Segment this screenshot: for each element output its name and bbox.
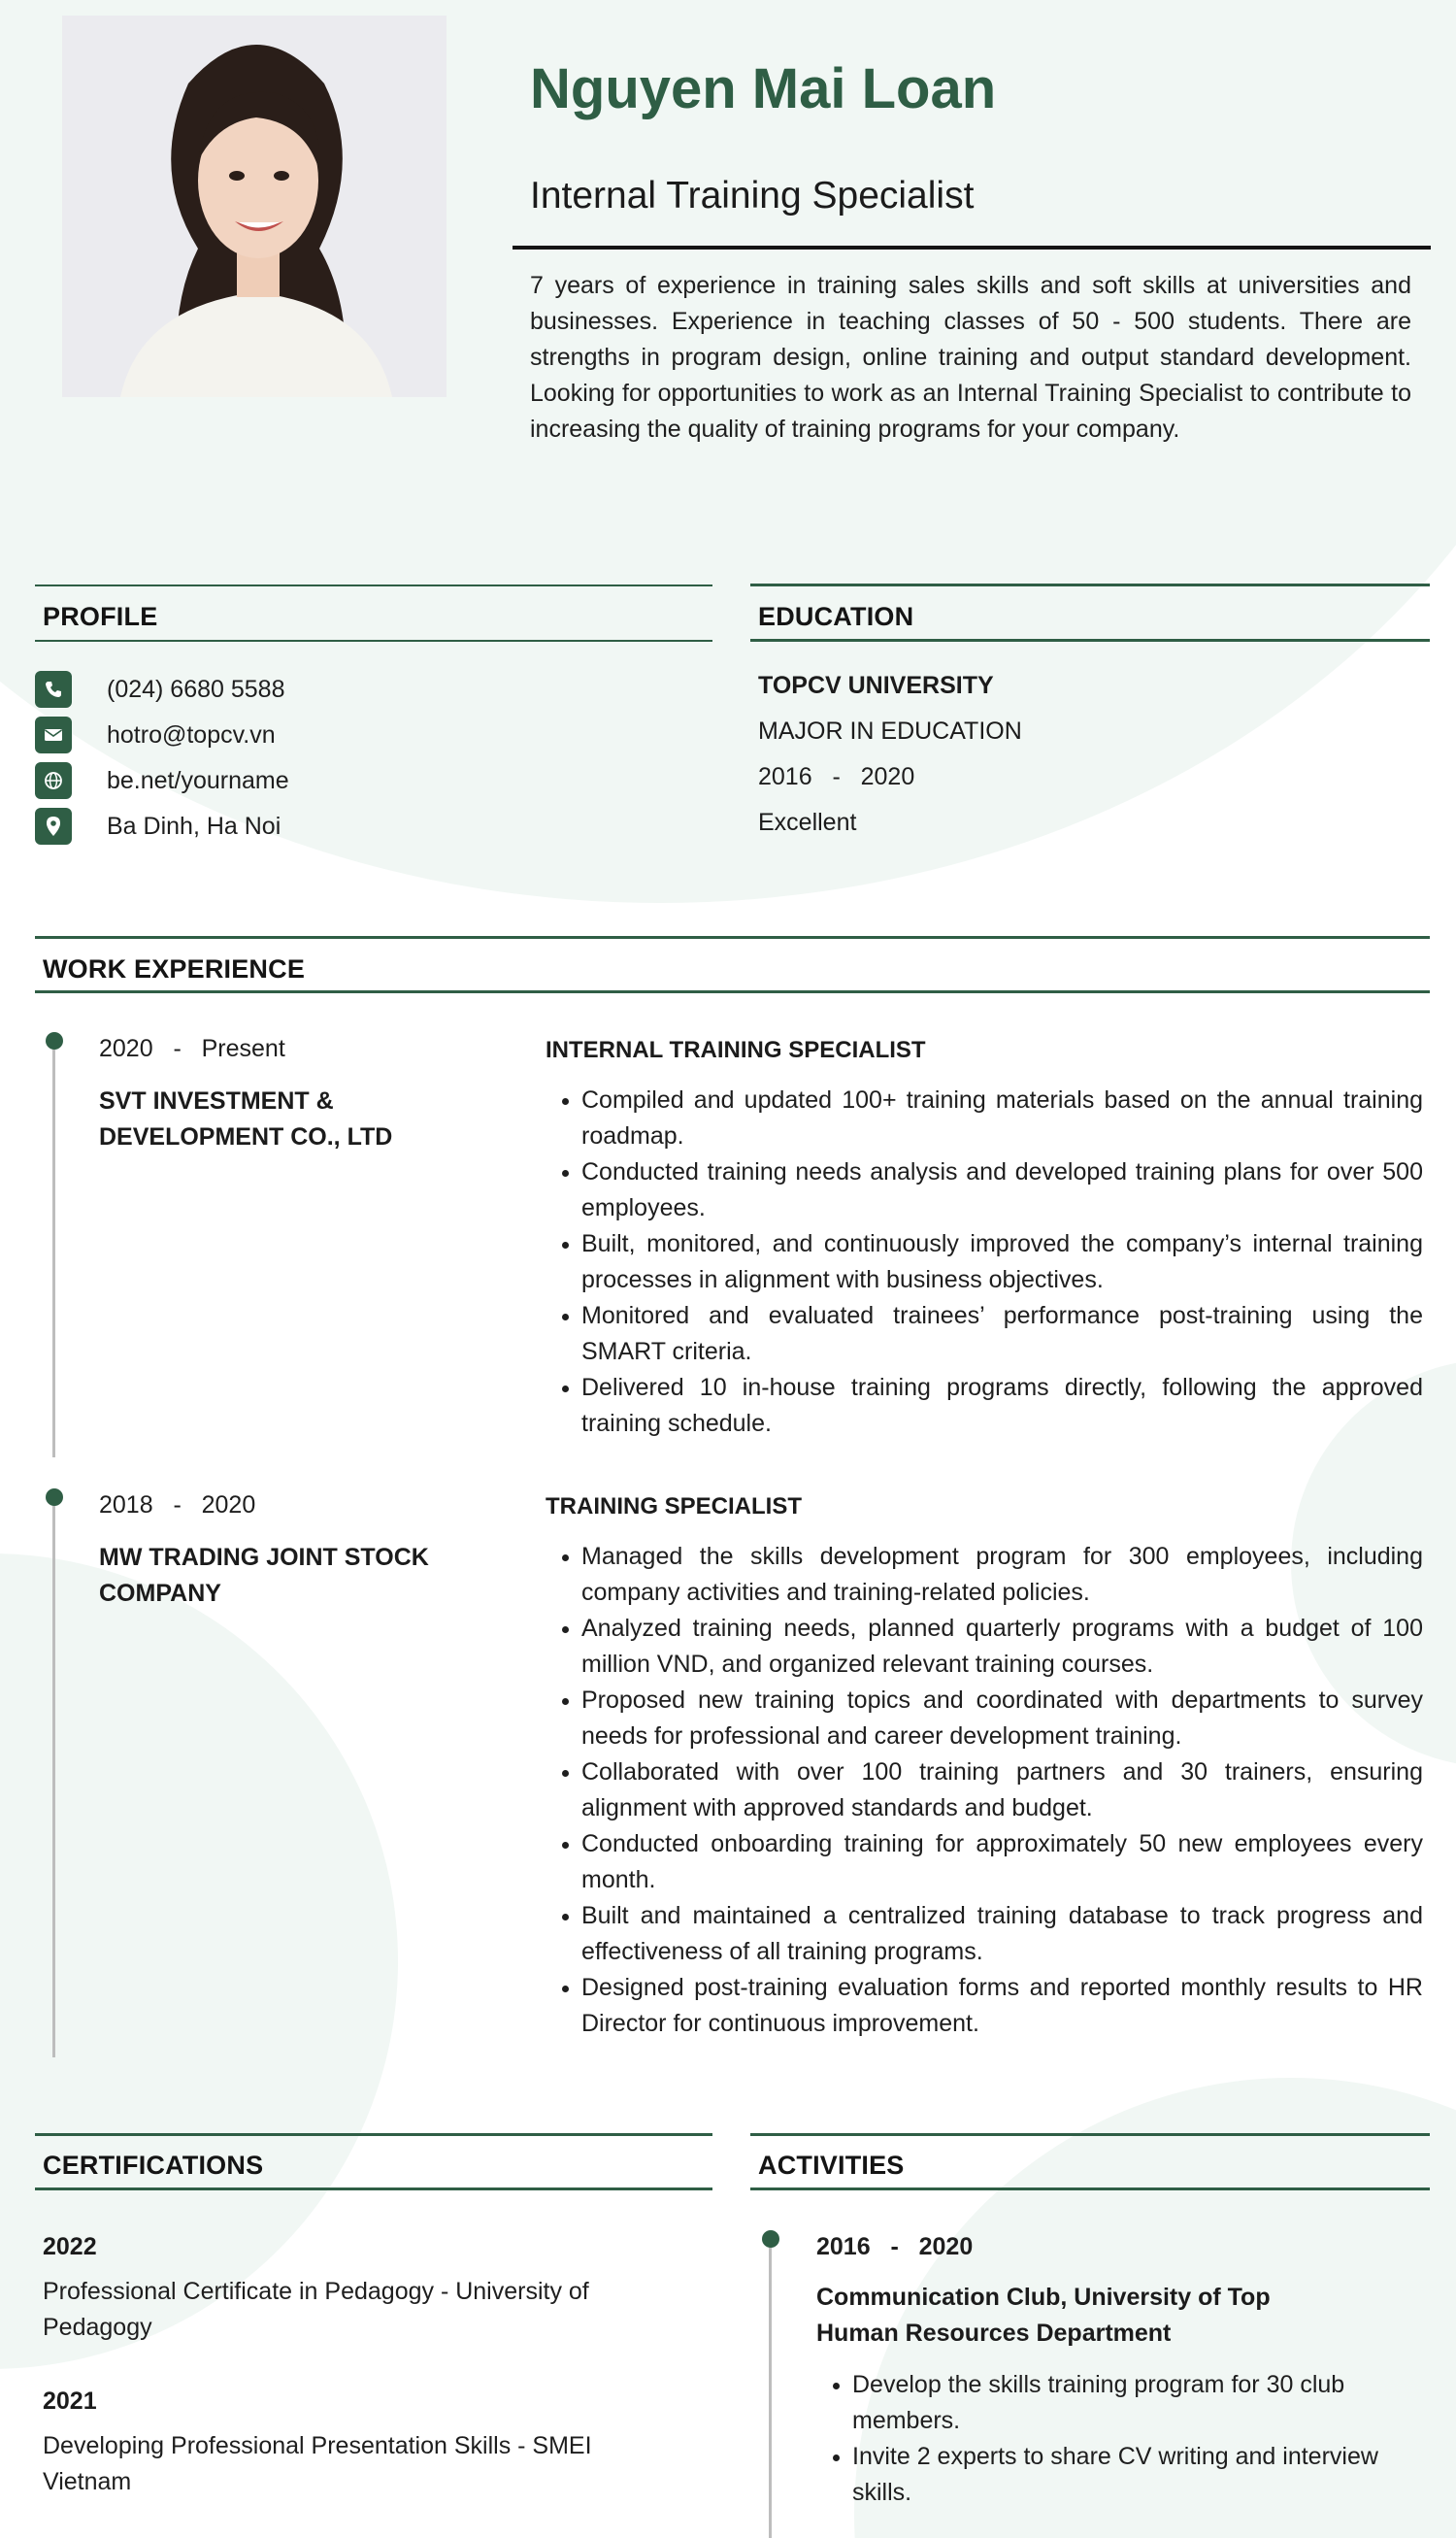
job-start: 2018 <box>99 1491 153 1519</box>
list-item: Conducted onboarding training for approximately 50 new employees every month. <box>546 1826 1423 1898</box>
contact-website-text: be.net/yourname <box>107 766 289 794</box>
education-top-rule <box>750 584 1430 586</box>
certification-year: 2021 <box>43 2388 97 2415</box>
work-bottom-rule <box>35 990 1430 993</box>
list-item: Conducted training needs analysis and developed training plans for over 500 employees. <box>546 1154 1423 1226</box>
timeline-line <box>769 2248 772 2538</box>
job-position: INTERNAL TRAINING SPECIALIST <box>546 1037 926 1063</box>
timeline-line <box>52 1050 55 1457</box>
activity-start: 2016 <box>816 2233 871 2260</box>
contact-email-text: hotro@topcv.vn <box>107 720 276 749</box>
activity-dates: 2016 - 2020 <box>816 2233 974 2260</box>
certification-year: 2022 <box>43 2233 97 2260</box>
profile-bottom-rule <box>35 640 712 642</box>
education-heading: EDUCATION <box>758 602 914 631</box>
education-grade: Excellent <box>758 809 857 836</box>
certifications-heading: CERTIFICATIONS <box>43 2151 264 2180</box>
education-major: MAJOR IN EDUCATION <box>758 718 1022 745</box>
list-item: Delivered 10 in-house training programs directly, following the approved training schedule. <box>546 1370 1423 1442</box>
job-bullets <box>546 1083 1423 1442</box>
candidate-name: Nguyen Mai Loan <box>530 57 997 120</box>
list-item: Develop the skills training program for 30 club members. <box>816 2367 1399 2439</box>
job-end: 2020 <box>201 1491 256 1519</box>
activity-org: Communication Club, University of Top Human Resources Department <box>816 2284 1271 2347</box>
work-top-rule <box>35 936 1430 939</box>
list-item: Analyzed training needs, planned quarterly programs with a budget of 100 million VND, and organized relevant training courses. <box>546 1611 1423 1683</box>
list-item: Proposed new training topics and coordinated with departments to survey needs for professional and career development training. <box>546 1683 1423 1754</box>
contact-phone-text: (024) 6680 5588 <box>107 675 285 703</box>
list-item: Monitored and evaluated trainees’ performance post-training using the SMART criteria. <box>546 1298 1423 1370</box>
summary-text: 7 years of experience in training sales skills and soft skills at universities and businesses. Experience in teaching classes of 50 - 500 students. There are strengths in program design, online training and output standard development. Looking for opportunities to work as an Internal Training Specialist to contribute to increasing the quality of training programs for your company. <box>530 272 1411 443</box>
timeline-dot <box>762 2230 779 2248</box>
activities-top-rule <box>750 2133 1430 2136</box>
job-title: Internal Training Specialist <box>530 175 975 217</box>
list-item: Built, monitored, and continuously improved the company’s internal training processes in alignment with business objectives. <box>546 1226 1423 1298</box>
education-end: 2020 <box>860 763 915 790</box>
job-dates: 2018 - 2020 <box>99 1491 256 1519</box>
list-item: Designed post-training evaluation forms and reported monthly results to HR Director for continuous improvement. <box>546 1970 1423 2042</box>
contact-website <box>35 761 289 800</box>
phone-icon <box>35 671 72 708</box>
education-start: 2016 <box>758 763 812 790</box>
job-company: SVT INVESTMENT & DEVELOPMENT CO., LTD <box>99 1087 393 1151</box>
certification-name: Developing Professional Presentation Skills - SMEI Vietnam <box>43 2432 592 2495</box>
list-item: Built and maintained a centralized training database to track progress and effectiveness of all training programs. <box>546 1898 1423 1970</box>
certifications-bottom-rule <box>35 2187 712 2190</box>
contact-address <box>35 807 281 846</box>
work-heading: WORK EXPERIENCE <box>43 954 306 984</box>
job-start: 2020 <box>99 1035 153 1062</box>
profile-heading: PROFILE <box>43 602 158 631</box>
activity-bullets <box>816 2367 1399 2511</box>
list-item: Invite 2 experts to share CV writing and interview skills. <box>816 2439 1399 2511</box>
email-icon <box>35 717 72 753</box>
list-item: Managed the skills development program for 300 employees, including company activities and training-related policies. <box>546 1539 1423 1611</box>
timeline-dot <box>46 1032 63 1050</box>
job-company: MW TRADING JOINT STOCK COMPANY <box>99 1544 429 1607</box>
timeline-line <box>52 1506 55 2057</box>
profile-top-rule <box>35 584 712 586</box>
header-divider <box>513 246 1431 250</box>
contact-address-text: Ba Dinh, Ha Noi <box>107 812 281 840</box>
activities-heading: ACTIVITIES <box>758 2151 905 2180</box>
contact-phone <box>35 670 285 709</box>
profile-photo <box>62 16 447 397</box>
globe-icon <box>35 762 72 799</box>
list-item: Collaborated with over 100 training partners and 30 trainers, ensuring alignment with approved standards and budget. <box>546 1754 1423 1826</box>
job-position: TRAINING SPECIALIST <box>546 1493 803 1519</box>
job-dates: 2020 - Present <box>99 1035 285 1062</box>
activities-bottom-rule <box>750 2187 1430 2190</box>
certification-name: Professional Certificate in Pedagogy - University of Pedagogy <box>43 2278 589 2341</box>
list-item: Compiled and updated 100+ training materials based on the annual training roadmap. <box>546 1083 1423 1154</box>
education-school: TOPCV UNIVERSITY <box>758 672 994 699</box>
education-bottom-rule <box>750 639 1430 642</box>
person-portrait-icon <box>62 16 447 397</box>
contact-email <box>35 716 276 754</box>
certifications-top-rule <box>35 2133 712 2136</box>
activity-end: 2020 <box>918 2233 974 2260</box>
timeline-dot <box>46 1488 63 1506</box>
job-end: Present <box>201 1035 285 1062</box>
location-icon <box>35 808 72 845</box>
job-bullets <box>546 1539 1423 2042</box>
education-dates: 2016 - 2020 <box>758 763 915 790</box>
